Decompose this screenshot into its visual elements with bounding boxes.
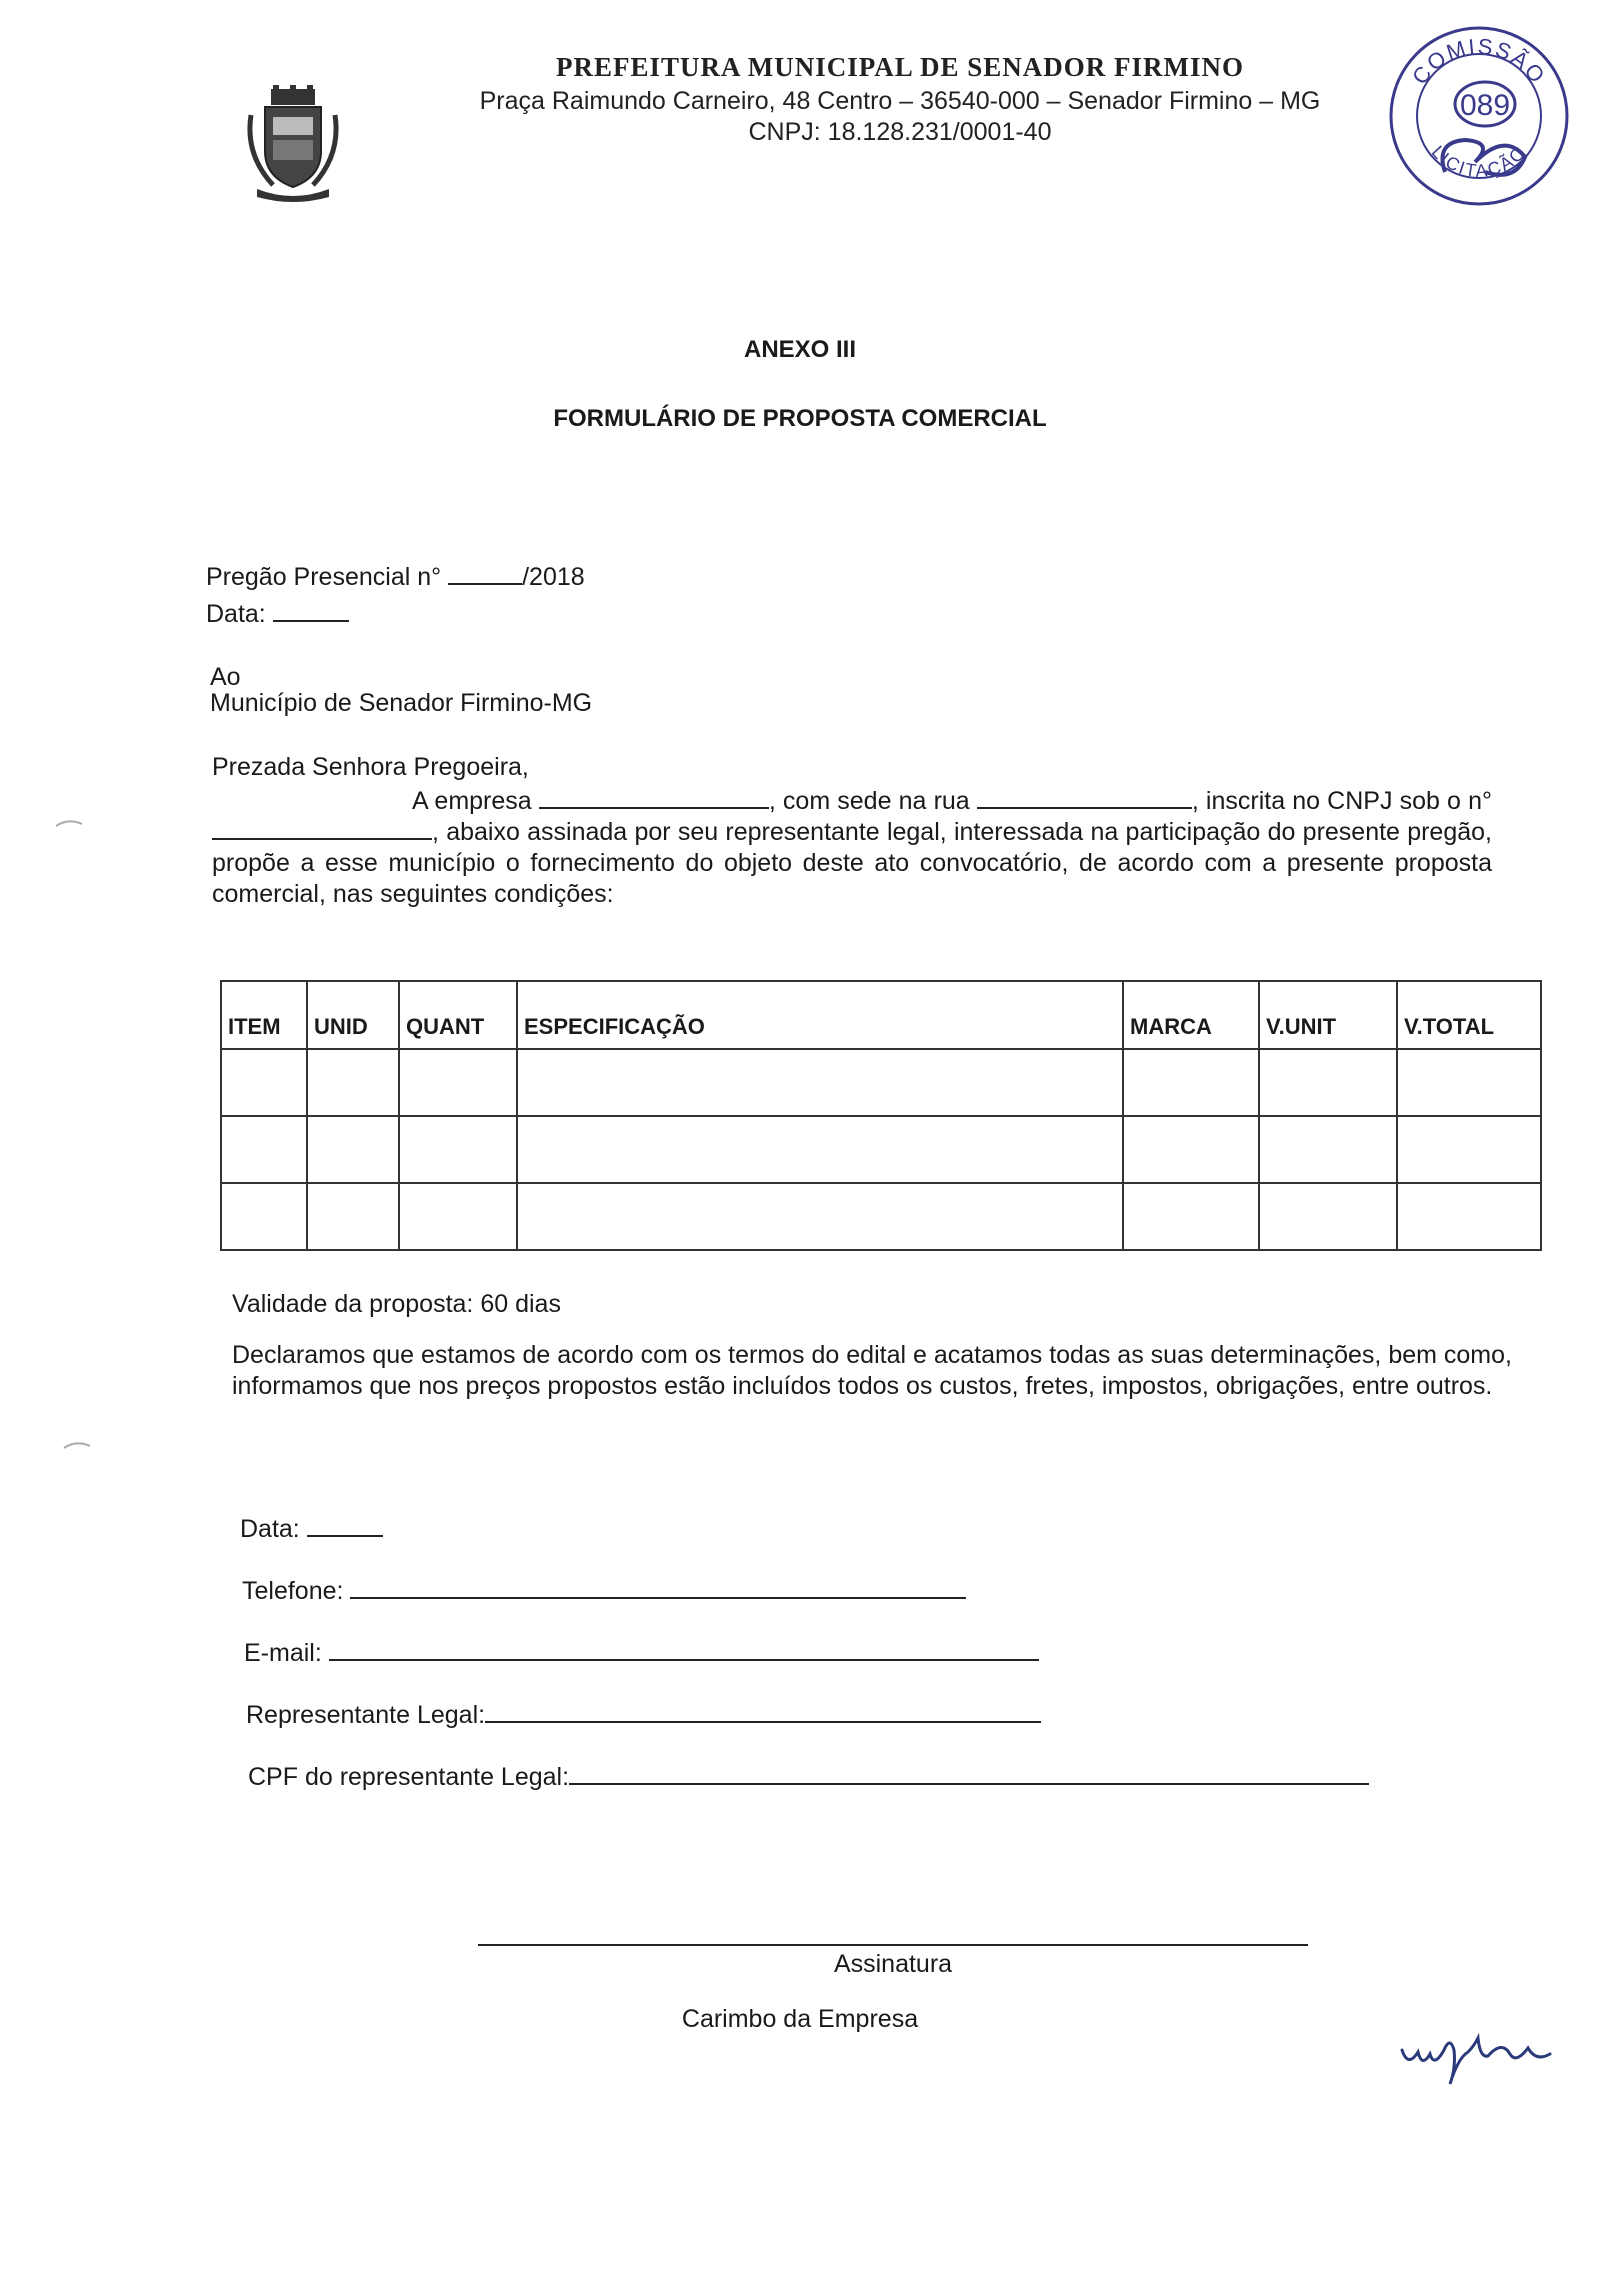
letterhead xyxy=(420,52,1380,147)
col-vunit: V.UNIT xyxy=(1259,981,1397,1049)
table-cell[interactable] xyxy=(1259,1183,1397,1250)
col-especificacao: ESPECIFICAÇÃO xyxy=(517,981,1123,1049)
validity-text: Validade da proposta: 60 dias xyxy=(232,1290,561,1318)
field-representante-label: Representante Legal: xyxy=(246,1701,486,1729)
form-title: FORMULÁRIO DE PROPOSTA COMERCIAL xyxy=(553,405,1047,432)
pregao-year: /2018 xyxy=(522,563,585,591)
company-cnpj-field[interactable] xyxy=(212,837,432,840)
date-label: Data: xyxy=(206,600,266,628)
table-cell[interactable] xyxy=(1123,1183,1259,1250)
field-data-label: Data: xyxy=(240,1515,300,1543)
table-cell[interactable] xyxy=(517,1116,1123,1183)
sede-label: , com sede na rua xyxy=(768,787,970,815)
col-marca: MARCA xyxy=(1123,981,1259,1049)
cnpj-label: , inscrita no CNPJ xyxy=(1191,787,1393,815)
items-table xyxy=(220,980,1542,1251)
date-field[interactable] xyxy=(273,619,349,622)
greeting: Prezada Senhora Pregoeira, xyxy=(212,753,529,781)
table-cell[interactable] xyxy=(1259,1116,1397,1183)
table-row xyxy=(221,1049,1541,1116)
field-representante xyxy=(246,1699,1041,1731)
table-cell[interactable] xyxy=(307,1116,399,1183)
pregao-number-field[interactable] xyxy=(448,582,522,585)
field-email xyxy=(244,1637,1039,1669)
table-cell[interactable] xyxy=(1123,1116,1259,1183)
field-cpf xyxy=(248,1761,1369,1793)
field-cpf-label: CPF do representante Legal: xyxy=(248,1763,570,1791)
proposal-paragraph xyxy=(212,786,1492,910)
pregao-line xyxy=(206,561,585,593)
company-name-field[interactable] xyxy=(539,806,769,809)
table-header-row xyxy=(221,981,1541,1049)
field-email-label: E-mail: xyxy=(244,1639,322,1667)
commission-seal-stamp xyxy=(1385,22,1573,210)
col-item: ITEM xyxy=(221,981,307,1049)
org-address: Praça Raimundo Carneiro, 48 Centro – 36540-000 – Senador Firmino – MG xyxy=(479,87,1321,115)
table-cell[interactable] xyxy=(1123,1049,1259,1116)
annex-title: ANEXO III xyxy=(743,336,857,363)
table-cell[interactable] xyxy=(1259,1049,1397,1116)
table-cell[interactable] xyxy=(399,1049,517,1116)
table-cell[interactable] xyxy=(1397,1183,1541,1250)
table-cell[interactable] xyxy=(221,1116,307,1183)
scan-mark-icon xyxy=(62,1440,92,1450)
table-row xyxy=(221,1183,1541,1250)
table-cell[interactable] xyxy=(517,1049,1123,1116)
org-name: PREFEITURA MUNICIPAL DE SENADOR FIRMINO xyxy=(555,52,1245,82)
field-telefone xyxy=(242,1575,966,1607)
handwritten-initials-icon xyxy=(1398,2028,1558,2088)
declaration-paragraph: Declaramos que estamos de acordo com os termos do edital e acatamos todas as suas determinações, bem como, informamos que nos preços propostos estão incluídos todos os custos, fretes, impostos, obrigações, entre outros. xyxy=(232,1341,1512,1400)
table-cell[interactable] xyxy=(307,1049,399,1116)
svg-text:COMISSÃO: COMISSÃO xyxy=(1407,33,1551,90)
table-cell[interactable] xyxy=(221,1183,307,1250)
table-cell[interactable] xyxy=(307,1183,399,1250)
field-data xyxy=(240,1513,383,1545)
municipal-crest-icon xyxy=(243,85,343,203)
addressee-ao: Ao xyxy=(210,663,241,691)
signature-caption: Assinatura xyxy=(833,1950,953,1978)
col-quant: QUANT xyxy=(399,981,517,1049)
svg-text:LICITAÇÃO: LICITAÇÃO xyxy=(1427,141,1531,181)
empresa-label: A empresa xyxy=(412,787,532,815)
field-email-line[interactable] xyxy=(329,1658,1039,1661)
table-cell[interactable] xyxy=(399,1116,517,1183)
svg-text:089: 089 xyxy=(1459,89,1511,122)
table-cell[interactable] xyxy=(1397,1049,1541,1116)
field-representante-line[interactable] xyxy=(485,1720,1041,1723)
signature-line[interactable] xyxy=(478,1944,1308,1946)
paragraph-rest: , abaixo assinada por seu representante legal, interessada na participação do presente pregão, propõe a esse município o fornecimento do objeto deste ato convocatório, de acordo com a presente proposta comercial, nas seguintes condições: xyxy=(212,818,1492,908)
table-cell[interactable] xyxy=(1397,1116,1541,1183)
org-cnpj: CNPJ: 18.128.231/0001-40 xyxy=(748,118,1052,146)
table-cell[interactable] xyxy=(221,1049,307,1116)
pregao-label: Pregão Presencial n° xyxy=(206,563,442,591)
date-line xyxy=(206,598,349,630)
scan-mark-icon xyxy=(54,818,84,828)
sob-label: sob o n° xyxy=(1399,787,1492,815)
field-telefone-label: Telefone: xyxy=(242,1577,344,1605)
table-cell[interactable] xyxy=(517,1183,1123,1250)
field-cpf-line[interactable] xyxy=(569,1782,1369,1785)
field-data-line[interactable] xyxy=(307,1534,383,1537)
table-row xyxy=(221,1116,1541,1183)
addressee-municipio: Município de Senador Firmino-MG xyxy=(210,689,593,717)
street-field[interactable] xyxy=(977,806,1192,809)
table-cell[interactable] xyxy=(399,1183,517,1250)
col-unid: UNID xyxy=(307,981,399,1049)
field-telefone-line[interactable] xyxy=(350,1596,966,1599)
col-vtotal: V.TOTAL xyxy=(1397,981,1541,1049)
company-stamp-caption: Carimbo da Empresa xyxy=(681,2005,919,2033)
